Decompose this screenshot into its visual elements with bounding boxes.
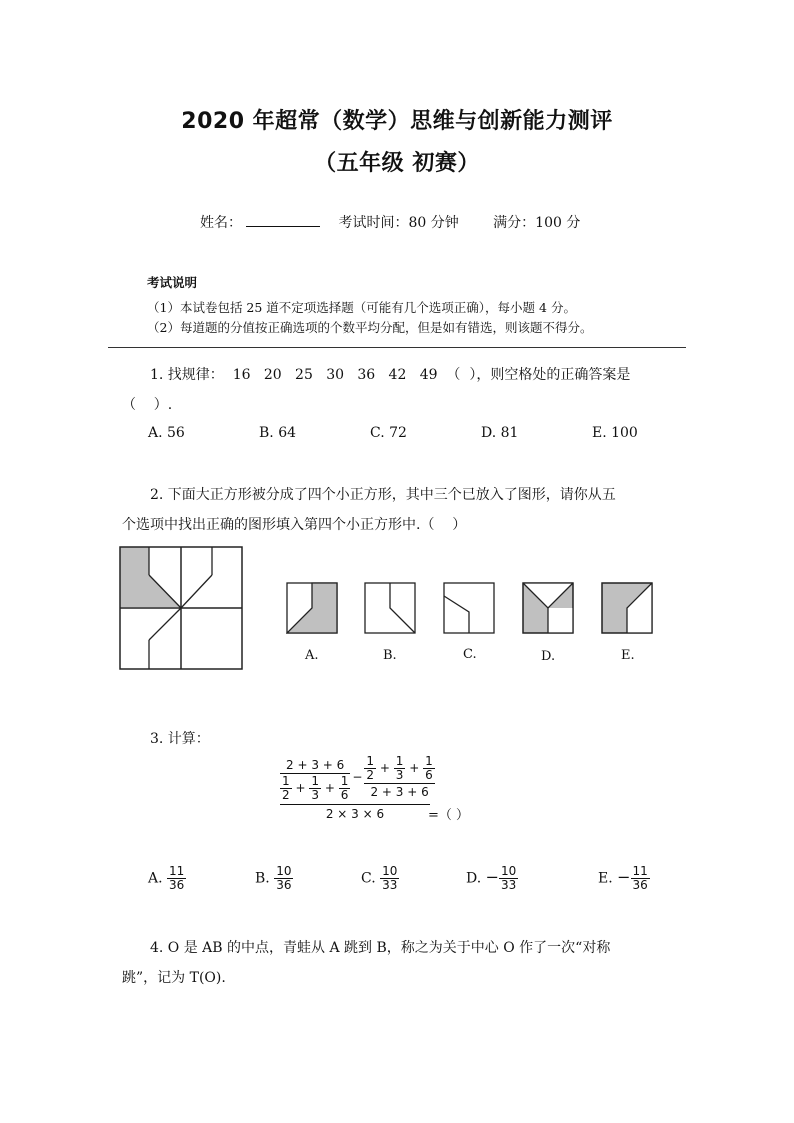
page-subtitle: （五年级 初赛） — [314, 151, 480, 176]
q3-minus: − — [352, 770, 363, 784]
instructions-line-2: （2）每道题的分值按正确选项的个数平均分配，但是如有错选，则该题不得分。 — [147, 320, 593, 335]
q3-option-d: D. − $\frac{10}{33}$ — [466, 864, 517, 892]
q2-option-c-figure — [443, 582, 495, 634]
q2-option-b-figure — [364, 582, 416, 634]
q2-option-c-label: C. — [463, 647, 477, 662]
q4-line-2: 跳”，记为 T(O). — [122, 970, 226, 986]
q2-option-b-label: B. — [383, 648, 397, 663]
name-label: 姓名： — [200, 215, 242, 231]
q3-left-denominator: $\frac{1}{2}$ + $\frac{1}{3}$ + $\frac{1}{6}$ — [282, 774, 349, 802]
q1-line-2: （ ）. — [122, 397, 173, 413]
q3-right-denominator: 2 + 3 + 6 — [370, 785, 429, 799]
q2-big-square-figure — [118, 545, 248, 673]
q3-right-fraction — [364, 755, 434, 799]
q3-label: 3. 计算： — [150, 731, 210, 747]
q3-option-c: C. $\frac{10}{33}$ — [361, 864, 398, 892]
time-label: 考试时间：80 分钟 — [338, 215, 459, 231]
score-label: 满分：100 分 — [493, 215, 581, 231]
exam-info-row — [200, 212, 580, 232]
q2-option-a-label: A. — [305, 648, 319, 663]
q3-right-numerator: $\frac{1}{2}$ + $\frac{1}{3}$ + $\frac{1}{6}$ — [366, 754, 433, 782]
divider — [108, 347, 686, 348]
q2-option-d-figure — [522, 582, 574, 634]
q1-option-d: D. 81 — [481, 425, 519, 441]
q1-option-b: B. 64 — [259, 425, 297, 441]
q3-option-a: A. $\frac{11}{36}$ — [148, 864, 185, 892]
q3-option-e: E. − $\frac{11}{36}$ — [598, 864, 648, 892]
q2-option-e-label: E. — [621, 648, 635, 663]
q3-option-b: B. $\frac{10}{36}$ — [255, 864, 292, 892]
q2-line-1: 2. 下面大正方形被分成了四个小正方形，其中三个已放入了图形，请你从五 — [150, 487, 616, 503]
q3-main-denominator: 2 × 3 × 6 — [325, 807, 385, 821]
page-title: 2020 年超常（数学）思维与创新能力测评 — [181, 109, 613, 134]
q3-left-numerator: 2 + 3 + 6 — [280, 752, 350, 774]
q2-option-a-figure — [286, 582, 338, 634]
instructions-heading: 考试说明 — [147, 275, 198, 290]
q3-left-fraction — [280, 752, 350, 802]
q1-option-c: C. 72 — [370, 425, 407, 441]
q4-line-1: 4. O 是 AB 的中点，青蛙从 A 跳到 B，称之为关于中心 O 作了一次“对称 — [150, 940, 611, 956]
q1-option-e: E. 100 — [592, 425, 638, 441]
instructions-line-1: （1）本试卷包括 25 道不定项选择题（可能有几个选项正确），每小题 4 分。 — [147, 300, 576, 315]
q2-option-d-label: D. — [541, 649, 556, 664]
q1-line-1: 1. 找规律： 16 20 25 30 36 42 49 （ ），则空格处的正确答案是 — [150, 367, 631, 383]
name-blank — [246, 212, 320, 227]
q3-equals: =（ ） — [428, 808, 470, 823]
q2-option-e-figure — [601, 582, 653, 634]
q1-option-a: A. 56 — [148, 425, 185, 441]
q2-line-2: 个选项中找出正确的图形填入第四个小正方形中.（ ） — [122, 517, 467, 533]
